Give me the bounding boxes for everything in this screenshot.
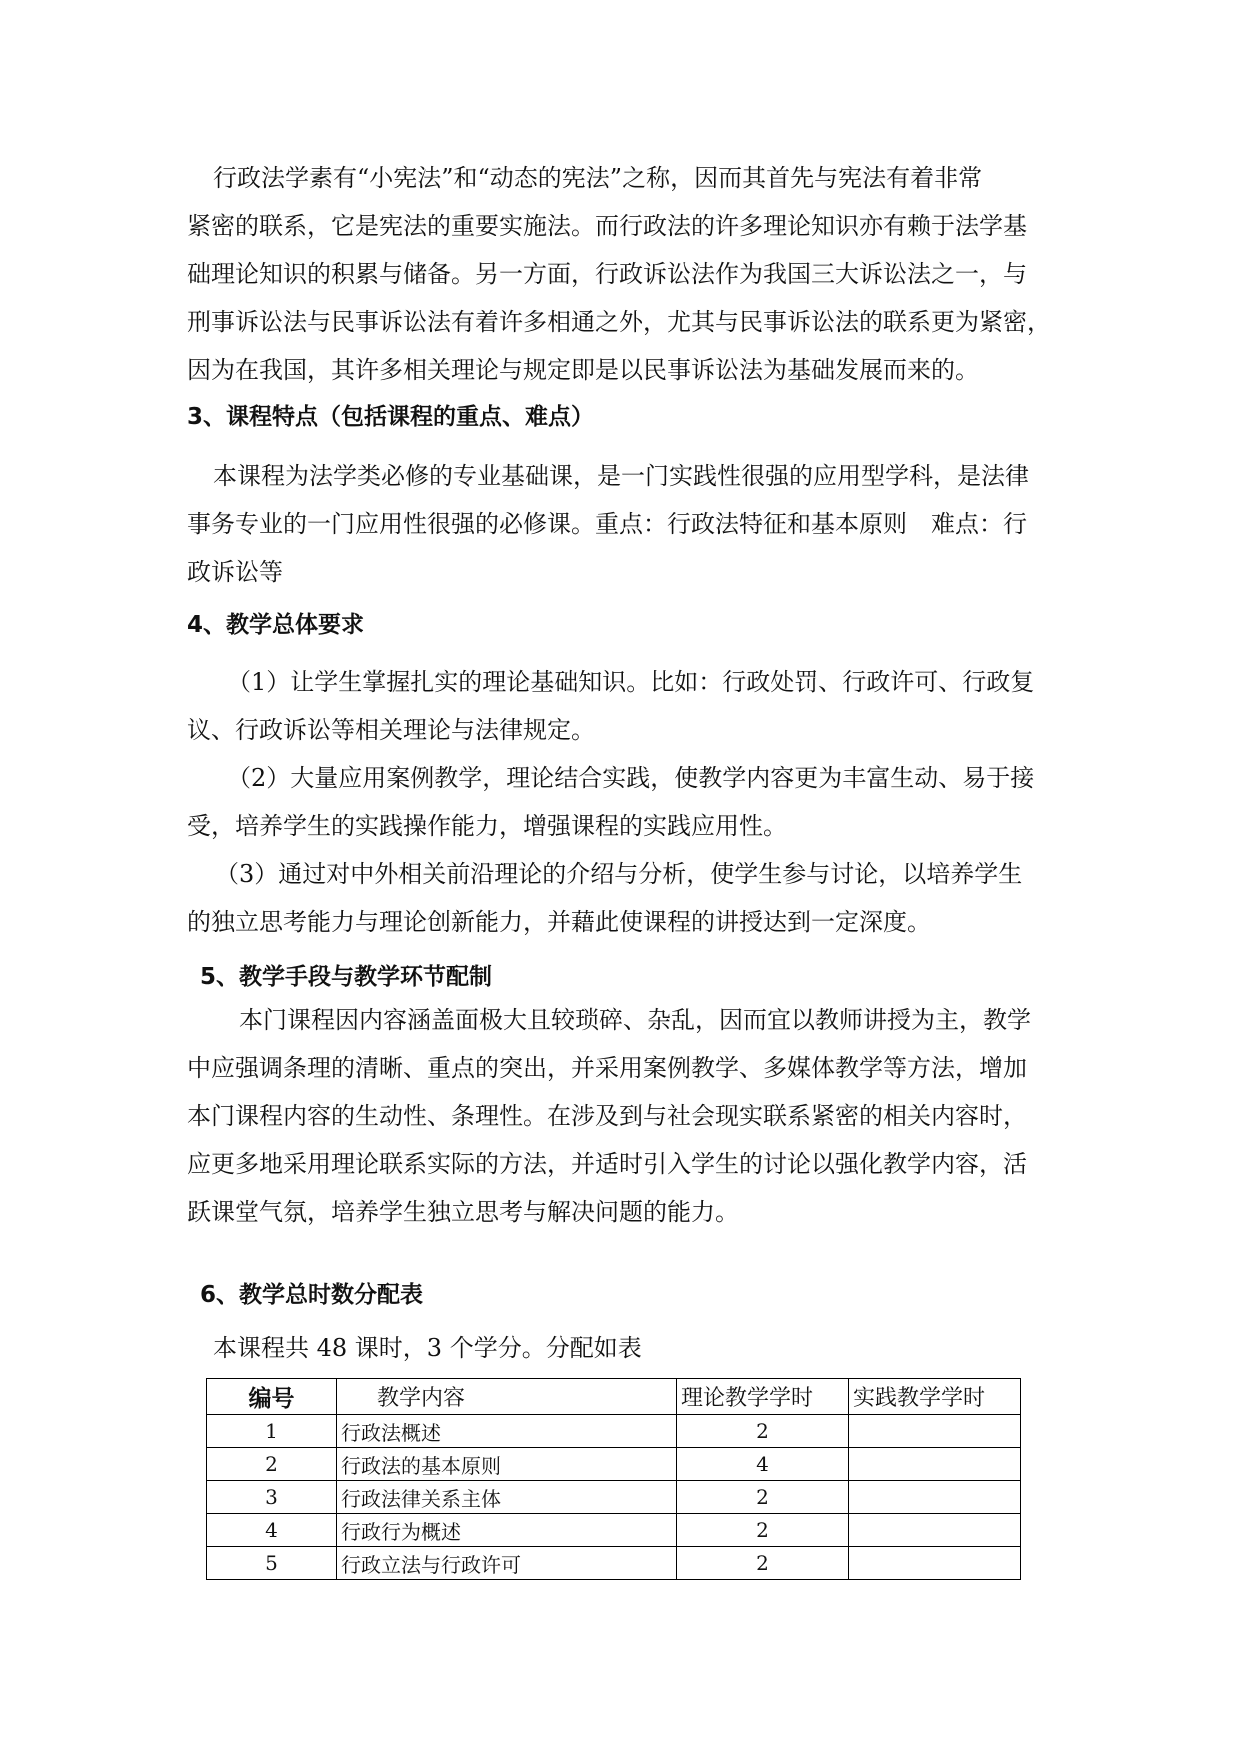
text-line: 本课程为法学类必修的专业基础课，是一门实践性很强的应用型学科，是法律	[213, 462, 1029, 490]
header-theory-hours: 理论教学学时	[677, 1379, 849, 1415]
section-5-heading: 5、教学手段与教学环节配制	[200, 964, 493, 990]
row-number: 5	[207, 1547, 337, 1580]
text-line: 中应强调条理的清晰、重点的突出，并采用案例教学、多媒体教学等方法，增加	[187, 1054, 1027, 1082]
row-practice-hours	[849, 1415, 1021, 1448]
text-line: 受，培养学生的实践操作能力，增强课程的实践应用性。	[187, 812, 787, 840]
row-theory-hours: 2	[677, 1415, 849, 1448]
text-line: 跃课堂气氛，培养学生独立思考与解决问题的能力。	[187, 1198, 739, 1226]
section-6-heading: 6、教学总时数分配表	[200, 1282, 424, 1308]
text-line: 政诉讼等	[187, 558, 283, 586]
text-line: 行政法学素有“小宪法”和“动态的宪法”之称，因而其首先与宪法有着非常	[213, 164, 983, 192]
table-row	[207, 1415, 1021, 1448]
text-line: 应更多地采用理论联系实际的方法，并适时引入学生的讨论以强化教学内容，活	[187, 1150, 1027, 1178]
row-practice-hours	[849, 1547, 1021, 1580]
text-line: （1）让学生掌握扎实的理论基础知识。比如：行政处罚、行政许可、行政复	[227, 668, 1035, 696]
text-line: 本课程共 48 课时，3 个学分。分配如表	[213, 1334, 642, 1362]
row-content: 行政行为概述	[337, 1514, 677, 1547]
intro-paragraph	[187, 154, 1069, 394]
text-line: 本门课程因内容涵盖面极大且较琐碎、杂乱，因而宜以教师讲授为主，教学	[239, 1006, 1031, 1034]
row-number: 3	[207, 1481, 337, 1514]
row-content: 行政法概述	[337, 1415, 677, 1448]
text-line: 因为在我国，其许多相关理论与规定即是以民事诉讼法为基础发展而来的。	[187, 356, 979, 384]
table-row	[207, 1448, 1021, 1481]
row-number: 1	[207, 1415, 337, 1448]
section-4-item-3	[187, 850, 1069, 946]
text-line: （2）大量应用案例教学，理论结合实践，使教学内容更为丰富生动、易于接	[227, 764, 1035, 792]
text-line: （3）通过对中外相关前沿理论的介绍与分析，使学生参与讨论，以培养学生	[215, 860, 1023, 888]
hours-allocation-table	[206, 1378, 1021, 1580]
table-row	[207, 1481, 1021, 1514]
table-row	[207, 1514, 1021, 1547]
section-4-item-2	[187, 754, 1069, 850]
header-practice-hours: 实践教学学时	[849, 1379, 1021, 1415]
row-practice-hours	[849, 1448, 1021, 1481]
header-content: 教学内容	[337, 1379, 677, 1415]
table-row	[207, 1547, 1021, 1580]
text-line: 议、行政诉讼等相关理论与法律规定。	[187, 716, 595, 744]
section-3-heading: 3、课程特点（包括课程的重点、难点）	[187, 404, 595, 430]
row-practice-hours	[849, 1481, 1021, 1514]
row-content: 行政法律关系主体	[337, 1481, 677, 1514]
row-number: 2	[207, 1448, 337, 1481]
row-theory-hours: 2	[677, 1514, 849, 1547]
row-number: 4	[207, 1514, 337, 1547]
section-4-item-1	[187, 658, 1069, 754]
row-theory-hours: 2	[677, 1481, 849, 1514]
row-theory-hours: 2	[677, 1547, 849, 1580]
text-line: 刑事诉讼法与民事诉讼法有着许多相通之外，尤其与民事诉讼法的联系更为紧密，	[187, 308, 1051, 336]
row-content: 行政法的基本原则	[337, 1448, 677, 1481]
text-line: 事务专业的一门应用性很强的必修课。重点：行政法特征和基本原则 难点：行	[187, 510, 1027, 538]
section-5-paragraph	[187, 996, 1069, 1236]
row-content: 行政立法与行政许可	[337, 1547, 677, 1580]
row-practice-hours	[849, 1514, 1021, 1547]
table-header-row	[207, 1379, 1021, 1415]
text-line: 的独立思考能力与理论创新能力，并藉此使课程的讲授达到一定深度。	[187, 908, 931, 936]
text-line: 紧密的联系，它是宪法的重要实施法。而行政法的许多理论知识亦有赖于法学基	[187, 212, 1027, 240]
text-line: 本门课程内容的生动性、条理性。在涉及到与社会现实联系紧密的相关内容时，	[187, 1102, 1027, 1130]
section-4-heading: 4、教学总体要求	[187, 612, 365, 638]
section-6-intro	[187, 1328, 1069, 1368]
header-number: 编号	[207, 1379, 337, 1415]
row-theory-hours: 4	[677, 1448, 849, 1481]
text-line: 础理论知识的积累与储备。另一方面，行政诉讼法作为我国三大诉讼法之一，与	[187, 260, 1027, 288]
section-3-paragraph	[187, 452, 1069, 596]
